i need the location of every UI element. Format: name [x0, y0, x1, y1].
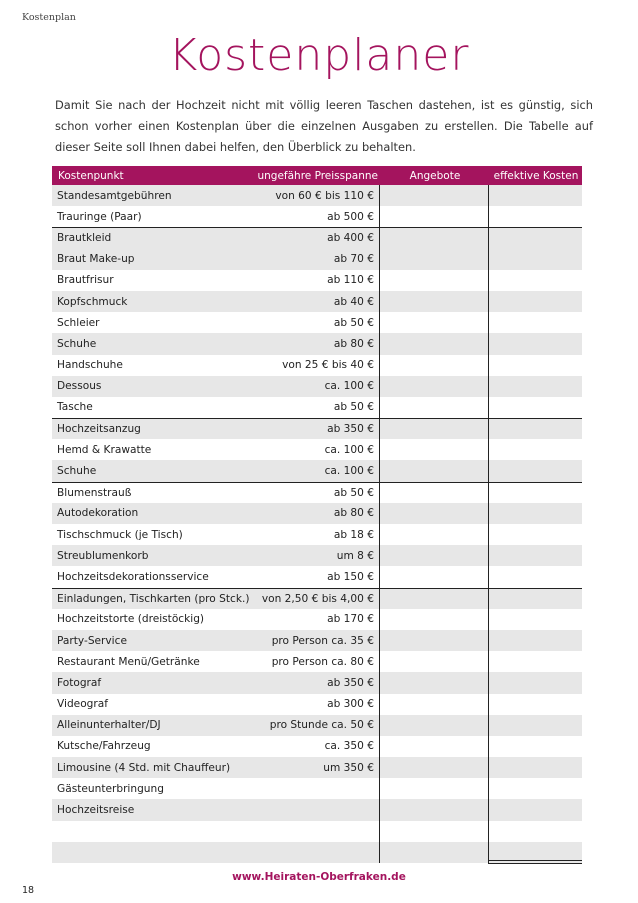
cost-item-label: Kopfschmuck: [57, 295, 128, 308]
table-row: [52, 799, 582, 820]
cost-item-label: Gästeunterbringung: [57, 782, 164, 795]
table-row: [52, 821, 582, 842]
cost-item-label: Einladungen, Tischkarten (pro Stck.): [57, 592, 250, 605]
table-row: [52, 524, 582, 545]
table-row: [52, 333, 582, 354]
price-range-cell: ab 18 €: [333, 528, 374, 541]
table-row: [52, 439, 582, 460]
cost-item-label: Autodekoration: [57, 507, 139, 520]
cost-item-label: Schuhe: [57, 337, 97, 350]
price-range-cell: ab 50 €: [333, 316, 374, 329]
price-range-cell: von 2,50 € bis 4,00 €: [261, 592, 374, 605]
price-range-cell: ab 500 €: [327, 210, 374, 223]
table-row: [52, 694, 582, 715]
intro-paragraph: Damit Sie nach der Hochzeit nicht mit völlig leeren Taschen dastehen, ist es günstig, sich schon vorher einen Kostenplan über die einzelnen Ausgaben zu erstellen. Die Tabelle auf dieser Seite soll Ihnen dabei helfen, den Überblick zu behalten.: [55, 98, 593, 154]
price-range-cell: pro Person ca. 35 €: [271, 634, 374, 647]
column-header-kostenpunkt: Kostenpunkt: [58, 169, 124, 182]
cost-item-label: Hochzeitsreise: [57, 804, 135, 817]
cost-item-label: Limousine (4 Std. mit Chauffeur): [57, 761, 231, 774]
table-row: [52, 482, 582, 503]
cost-item-label: Braut Make-up: [57, 253, 135, 266]
table-row: [52, 609, 582, 630]
column-header-effektive-kosten: effektive Kosten: [493, 169, 579, 182]
table-row: [52, 355, 582, 376]
cost-item-label: Alleinunterhalter/DJ: [57, 719, 161, 732]
cost-item-label: Tischschmuck (je Tisch): [57, 528, 183, 541]
price-range-cell: ab 80 €: [333, 507, 374, 520]
price-range-cell: pro Stunde ca. 50 €: [269, 719, 374, 732]
price-range-cell: ab 110 €: [327, 274, 374, 287]
price-range-cell: ab 50 €: [333, 401, 374, 414]
price-range-cell: ca. 100 €: [324, 380, 374, 393]
table-row: [52, 588, 582, 609]
column-header-preisspanne: ungefähre Preisspanne: [257, 169, 378, 182]
table-row: [52, 757, 582, 778]
table-row: [52, 545, 582, 566]
cost-item-label: Schuhe: [57, 465, 97, 478]
price-range-cell: ab 40 €: [333, 295, 374, 308]
price-range-cell: um 350 €: [323, 761, 374, 774]
cost-item-label: Dessous: [57, 380, 102, 393]
price-range-cell: ab 350 €: [327, 423, 374, 436]
table-row: [52, 185, 582, 206]
price-range-cell: ca. 100 €: [324, 465, 374, 478]
running-head: Kostenplan: [22, 12, 76, 23]
table-row: [52, 376, 582, 397]
footer-url[interactable]: www.Heiraten-Oberfraken.de: [232, 871, 406, 883]
table-row: [52, 736, 582, 757]
cost-item-label: Trauringe (Paar): [57, 210, 142, 223]
price-range-cell: ca. 100 €: [324, 443, 374, 456]
cost-item-label: Hochzeitsdekorationsservice: [57, 570, 209, 583]
price-range-cell: pro Person ca. 80 €: [271, 655, 374, 668]
table-row: [52, 778, 582, 799]
table-row: [52, 566, 582, 587]
cost-item-label: Hochzeitsanzug: [57, 423, 141, 436]
table-row: [52, 227, 582, 248]
cost-item-label: Tasche: [57, 401, 93, 414]
cost-table: [52, 166, 582, 863]
cost-item-label: Schleier: [57, 316, 100, 329]
table-row: [52, 651, 582, 672]
table-row: [52, 270, 582, 291]
price-range-cell: ab 300 €: [327, 698, 374, 711]
price-range-cell: ab 150 €: [327, 570, 374, 583]
table-header: [52, 166, 582, 185]
cost-item-label: Hemd & Krawatte: [57, 443, 152, 456]
table-row: [52, 672, 582, 693]
table-row: [52, 312, 582, 333]
cost-item-label: Hochzeitstorte (dreistöckig): [57, 613, 205, 626]
page-title: Kostenplaner: [168, 30, 470, 81]
price-range-cell: ab 400 €: [327, 232, 374, 245]
cost-item-label: Brautfrisur: [57, 274, 114, 287]
table-row: [52, 418, 582, 439]
table-row: [52, 460, 582, 481]
price-range-cell: um 8 €: [336, 549, 374, 562]
column-header-angebote: Angebote: [409, 169, 461, 182]
cost-item-label: Restaurant Menü/Getränke: [57, 655, 200, 668]
cost-item-label: Blumenstrauß: [57, 486, 132, 499]
cost-item-label: Kutsche/Fahrzeug: [57, 740, 151, 753]
table-row: [52, 249, 582, 270]
price-range-cell: ca. 350 €: [324, 740, 374, 753]
cost-item-label: Brautkleid: [57, 232, 112, 245]
price-range-cell: ab 80 €: [333, 337, 374, 350]
table-row: [52, 715, 582, 736]
cost-item-label: Standesamtgebühren: [57, 189, 172, 202]
price-range-cell: von 60 € bis 110 €: [275, 189, 374, 202]
cost-item-label: Party-Service: [57, 634, 127, 647]
column-divider: [379, 185, 380, 863]
total-underline: [488, 863, 582, 864]
table-row: [52, 503, 582, 524]
page-number: 18: [22, 885, 35, 896]
total-underline: [488, 860, 582, 861]
price-range-cell: ab 70 €: [333, 253, 374, 266]
price-range-cell: ab 170 €: [327, 613, 374, 626]
table-row: [52, 630, 582, 651]
price-range-cell: ab 350 €: [327, 676, 374, 689]
table-row: [52, 291, 582, 312]
column-divider: [488, 185, 489, 863]
cost-item-label: Handschuhe: [57, 359, 123, 372]
price-range-cell: von 25 € bis 40 €: [282, 359, 374, 372]
price-range-cell: ab 50 €: [333, 486, 374, 499]
cost-item-label: Fotograf: [57, 676, 102, 689]
cost-item-label: Videograf: [57, 698, 108, 711]
table-body: [52, 185, 582, 863]
cost-item-label: Streublumenkorb: [57, 549, 149, 562]
table-row: [52, 397, 582, 418]
table-row: [52, 206, 582, 227]
